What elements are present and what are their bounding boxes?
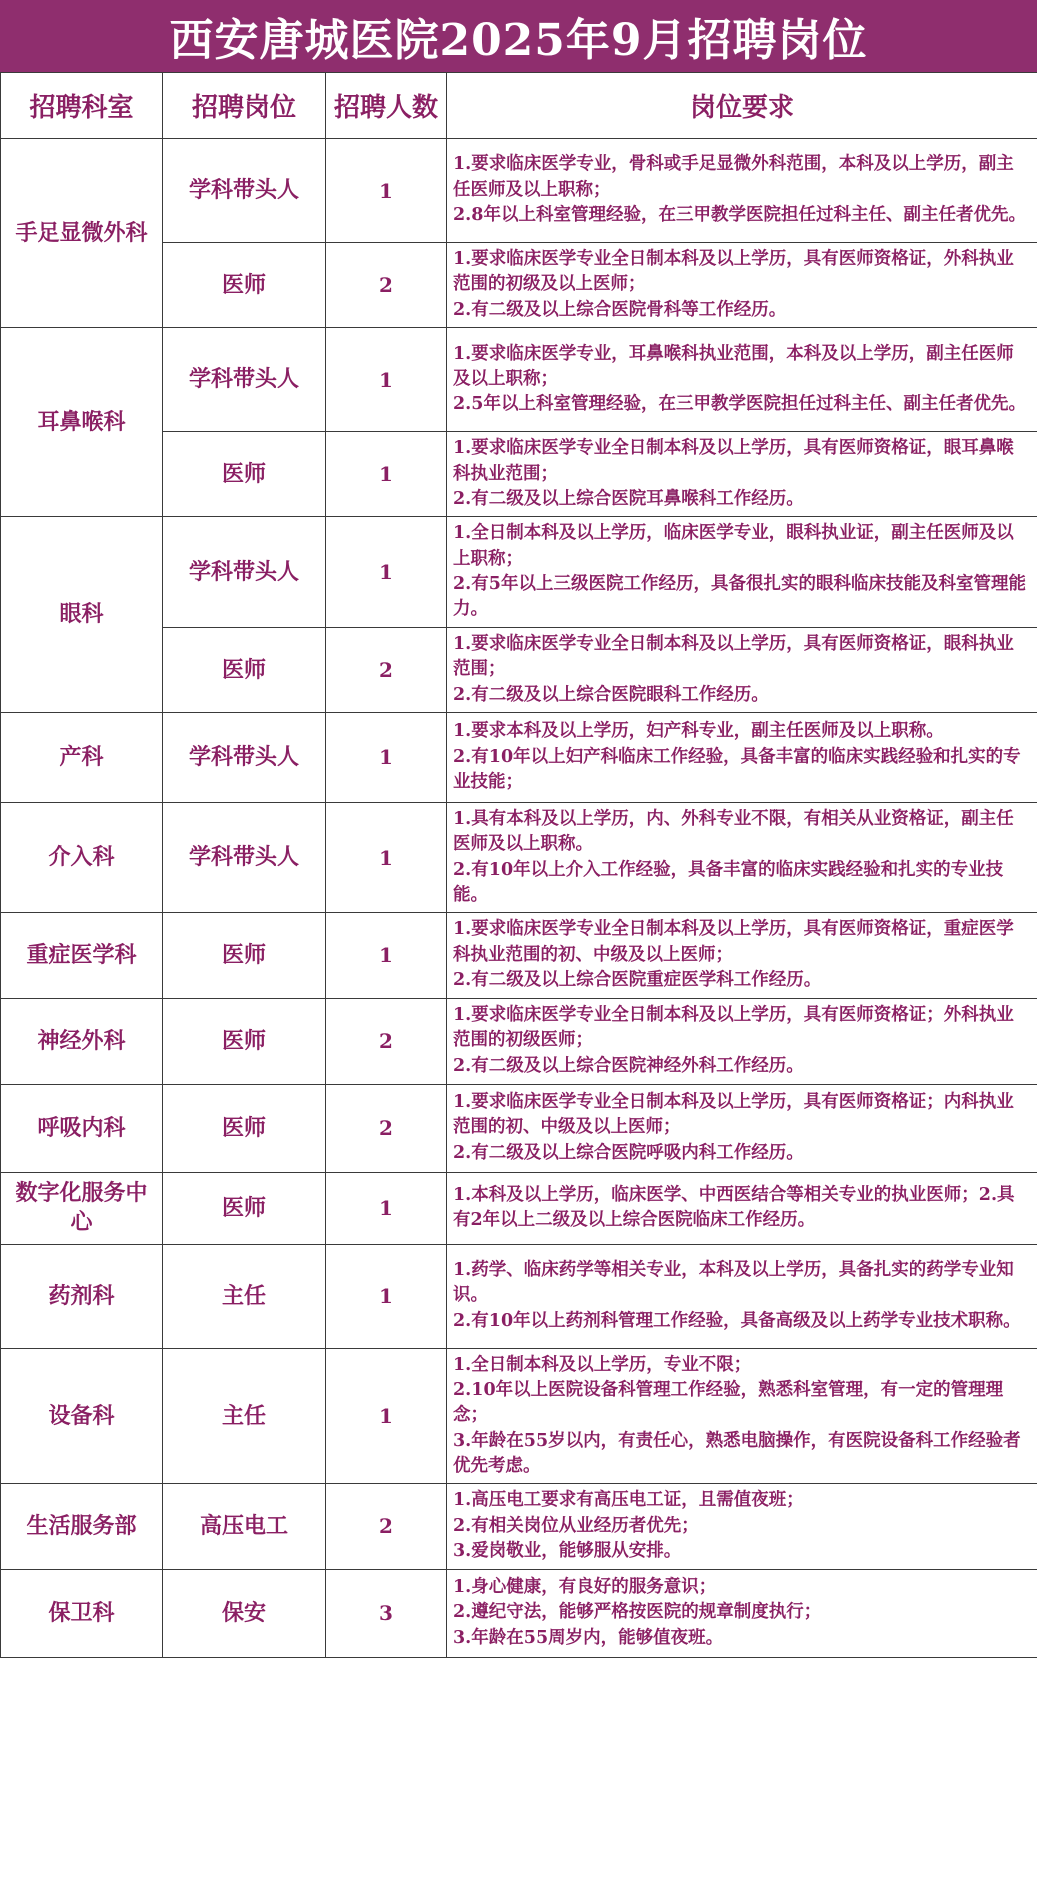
post-cell: 学科带头人: [163, 328, 326, 432]
header-num: 招聘人数: [326, 73, 447, 139]
requirement-line: 1.要求临床医学专业全日制本科及以上学历，具有医师资格证，眼耳鼻喉科执业范围；: [453, 438, 1014, 484]
table-row: [1, 328, 1037, 432]
post-cell: 主任: [163, 1244, 326, 1348]
requirements-cell: [447, 1244, 1037, 1348]
post-cell: 学科带头人: [163, 139, 326, 243]
requirement-line: 3.年龄在55周岁内，能够值夜班。: [453, 1627, 724, 1648]
dept-cell: 药剂科: [1, 1244, 163, 1348]
table-row: [1, 1084, 1037, 1172]
requirements-cell: [447, 517, 1037, 628]
requirement-line: 2.有二级及以上综合医院重症医学科工作经历。: [453, 970, 822, 991]
table-row: [1, 1244, 1037, 1348]
dept-cell: 生活服务部: [1, 1484, 163, 1569]
post-cell: 医师: [163, 998, 326, 1084]
page-title: 西安唐城医院2025年9月招聘岗位: [0, 0, 1037, 72]
requirement-line: 2.有相关岗位从业经历者优先；: [453, 1515, 699, 1536]
count-cell: 2: [326, 243, 447, 328]
requirements-cell: [447, 627, 1037, 712]
requirement-line: 2.有10年以上介入工作经验，具备丰富的临床实践经验和扎实的专业技能。: [453, 859, 1004, 905]
requirement-line: 1.要求本科及以上学历，妇产科专业，副主任医师及以上职称。: [453, 721, 944, 742]
table-row: [1, 1569, 1037, 1657]
requirement-line: 1.具有本科及以上学历，内、外科专业不限，有相关从业资格证，副主任医师及以上职称。: [453, 808, 1014, 855]
count-cell: 2: [326, 1484, 447, 1569]
table-row: [1, 1348, 1037, 1484]
requirements-cell: [447, 243, 1037, 328]
requirement-line: 2.有二级及以上综合医院骨科等工作经历。: [453, 299, 787, 320]
table-row: [1, 1484, 1037, 1569]
count-cell: 1: [326, 1172, 447, 1244]
post-cell: 学科带头人: [163, 712, 326, 802]
requirement-line: 1.要求临床医学专业全日制本科及以上学历，具有医师资格证，重症医学科执业范围的初、中级及以上医师；: [453, 919, 1014, 965]
count-cell: 1: [326, 802, 447, 913]
table-row: [1, 712, 1037, 802]
table-header-row: [1, 73, 1037, 139]
requirement-line: 3.年龄在55岁以内，有责任心，熟悉电脑操作，有医院设备科工作经验者优先考虑。: [453, 1430, 1021, 1476]
requirement-line: 2.10年以上医院设备科管理工作经验，熟悉科室管理，有一定的管理理念；: [453, 1379, 1004, 1426]
header-dept: 招聘科室: [1, 73, 163, 139]
dept-cell: 眼科: [1, 517, 163, 713]
count-cell: 1: [326, 1244, 447, 1348]
requirement-line: 1.要求临床医学专业全日制本科及以上学历，具有医师资格证，外科执业范围的初级及以上医师；: [453, 249, 1014, 295]
post-cell: 医师: [163, 243, 326, 328]
post-cell: 学科带头人: [163, 517, 326, 628]
requirement-line: 1.高压电工要求有高压电工证，且需值夜班；: [453, 1490, 804, 1511]
count-cell: 2: [326, 1084, 447, 1172]
requirement-line: 2.有二级及以上综合医院眼科工作经历。: [453, 684, 769, 705]
dept-cell: 神经外科: [1, 998, 163, 1084]
dept-cell: 重症医学科: [1, 913, 163, 998]
table-row: [1, 913, 1037, 998]
requirement-line: 1.要求临床医学专业全日制本科及以上学历，具有医师资格证，眼科执业范围；: [453, 633, 1014, 680]
requirement-line: 2.有二级及以上综合医院神经外科工作经历。: [453, 1055, 804, 1076]
dept-cell: 手足显微外科: [1, 139, 163, 328]
count-cell: 1: [326, 328, 447, 432]
post-cell: 医师: [163, 627, 326, 712]
dept-cell: 保卫科: [1, 1569, 163, 1657]
requirement-line: 1.本科及以上学历，临床医学、中西医结合等相关专业的执业医师；2.具有2年以上二级及以上综合医院临床工作经历。: [453, 1184, 1015, 1230]
requirements-cell: [447, 998, 1037, 1084]
count-cell: 1: [326, 432, 447, 517]
count-cell: 2: [326, 998, 447, 1084]
requirement-line: 1.要求临床医学专业，骨科或手足显微外科范围，本科及以上学历，副主任医师及以上职称；: [453, 154, 1014, 200]
requirements-cell: [447, 1348, 1037, 1484]
requirement-line: 2.5年以上科室管理经验，在三甲教学医院担任过科主任、副主任者优先。: [453, 394, 1026, 415]
count-cell: 2: [326, 627, 447, 712]
requirements-cell: [447, 328, 1037, 432]
requirement-line: 2.有二级及以上综合医院呼吸内科工作经历。: [453, 1142, 804, 1163]
requirement-line: 1.要求临床医学专业全日制本科及以上学历，具有医师资格证；外科执业范围的初级医师；: [453, 1004, 1014, 1051]
requirement-line: 1.全日制本科及以上学历，临床医学专业，眼科执业证，副主任医师及以上职称；: [453, 523, 1014, 569]
requirements-cell: [447, 1084, 1037, 1172]
dept-cell: 耳鼻喉科: [1, 328, 163, 517]
requirement-line: 2.有二级及以上综合医院耳鼻喉科工作经历。: [453, 488, 804, 509]
requirement-line: 2.遵纪守法，能够严格按医院的规章制度执行；: [453, 1602, 822, 1623]
post-cell: 医师: [163, 1084, 326, 1172]
requirement-line: 1.要求临床医学专业，耳鼻喉科执业范围，本科及以上学历，副主任医师及以上职称；: [453, 343, 1014, 389]
requirements-cell: [447, 1172, 1037, 1244]
requirement-line: 2.有5年以上三级医院工作经历，具备很扎实的眼科临床技能及科室管理能力。: [453, 574, 1026, 620]
post-cell: 医师: [163, 432, 326, 517]
table-body: [1, 139, 1037, 1658]
header-post: 招聘岗位: [163, 73, 326, 139]
requirement-line: 2.有10年以上妇产科临床工作经验，具备丰富的临床实践经验和扎实的专业技能；: [453, 746, 1021, 793]
requirement-line: 2.8年以上科室管理经验，在三甲教学医院担任过科主任、副主任者优先。: [453, 205, 1026, 226]
header-req: 岗位要求: [447, 73, 1037, 139]
requirements-cell: [447, 139, 1037, 243]
count-cell: 1: [326, 139, 447, 243]
dept-cell: 设备科: [1, 1348, 163, 1484]
table-row: [1, 1172, 1037, 1244]
requirements-cell: [447, 913, 1037, 998]
count-cell: 1: [326, 517, 447, 628]
post-cell: 主任: [163, 1348, 326, 1484]
dept-cell: 数字化服务中心: [1, 1172, 163, 1244]
requirement-line: 1.身心健康，有良好的服务意识；: [453, 1576, 717, 1597]
requirements-cell: [447, 712, 1037, 802]
dept-cell: 呼吸内科: [1, 1084, 163, 1172]
requirement-line: 2.有10年以上药剂科管理工作经验，具备高级及以上药学专业技术职称。: [453, 1310, 1021, 1331]
requirements-cell: [447, 1484, 1037, 1569]
post-cell: 保安: [163, 1569, 326, 1657]
requirements-cell: [447, 1569, 1037, 1657]
table-row: [1, 998, 1037, 1084]
dept-cell: 介入科: [1, 802, 163, 913]
requirements-cell: [447, 432, 1037, 517]
requirement-line: 1.全日制本科及以上学历，专业不限；: [453, 1354, 752, 1375]
post-cell: 学科带头人: [163, 802, 326, 913]
post-cell: 医师: [163, 1172, 326, 1244]
requirement-line: 3.爱岗敬业，能够服从安排。: [453, 1541, 682, 1562]
requirement-line: 1.要求临床医学专业全日制本科及以上学历，具有医师资格证；内科执业范围的初、中级及以上医师；: [453, 1091, 1014, 1138]
table-row: [1, 139, 1037, 243]
count-cell: 1: [326, 712, 447, 802]
count-cell: 3: [326, 1569, 447, 1657]
table-row: [1, 802, 1037, 913]
post-cell: 高压电工: [163, 1484, 326, 1569]
post-cell: 医师: [163, 913, 326, 998]
count-cell: 1: [326, 913, 447, 998]
recruitment-table: [0, 72, 1037, 1658]
table-row: [1, 517, 1037, 628]
requirements-cell: [447, 802, 1037, 913]
dept-cell: 产科: [1, 712, 163, 802]
requirement-line: 1.药学、临床药学等相关专业，本科及以上学历，具备扎实的药学专业知识。: [453, 1259, 1014, 1306]
count-cell: 1: [326, 1348, 447, 1484]
